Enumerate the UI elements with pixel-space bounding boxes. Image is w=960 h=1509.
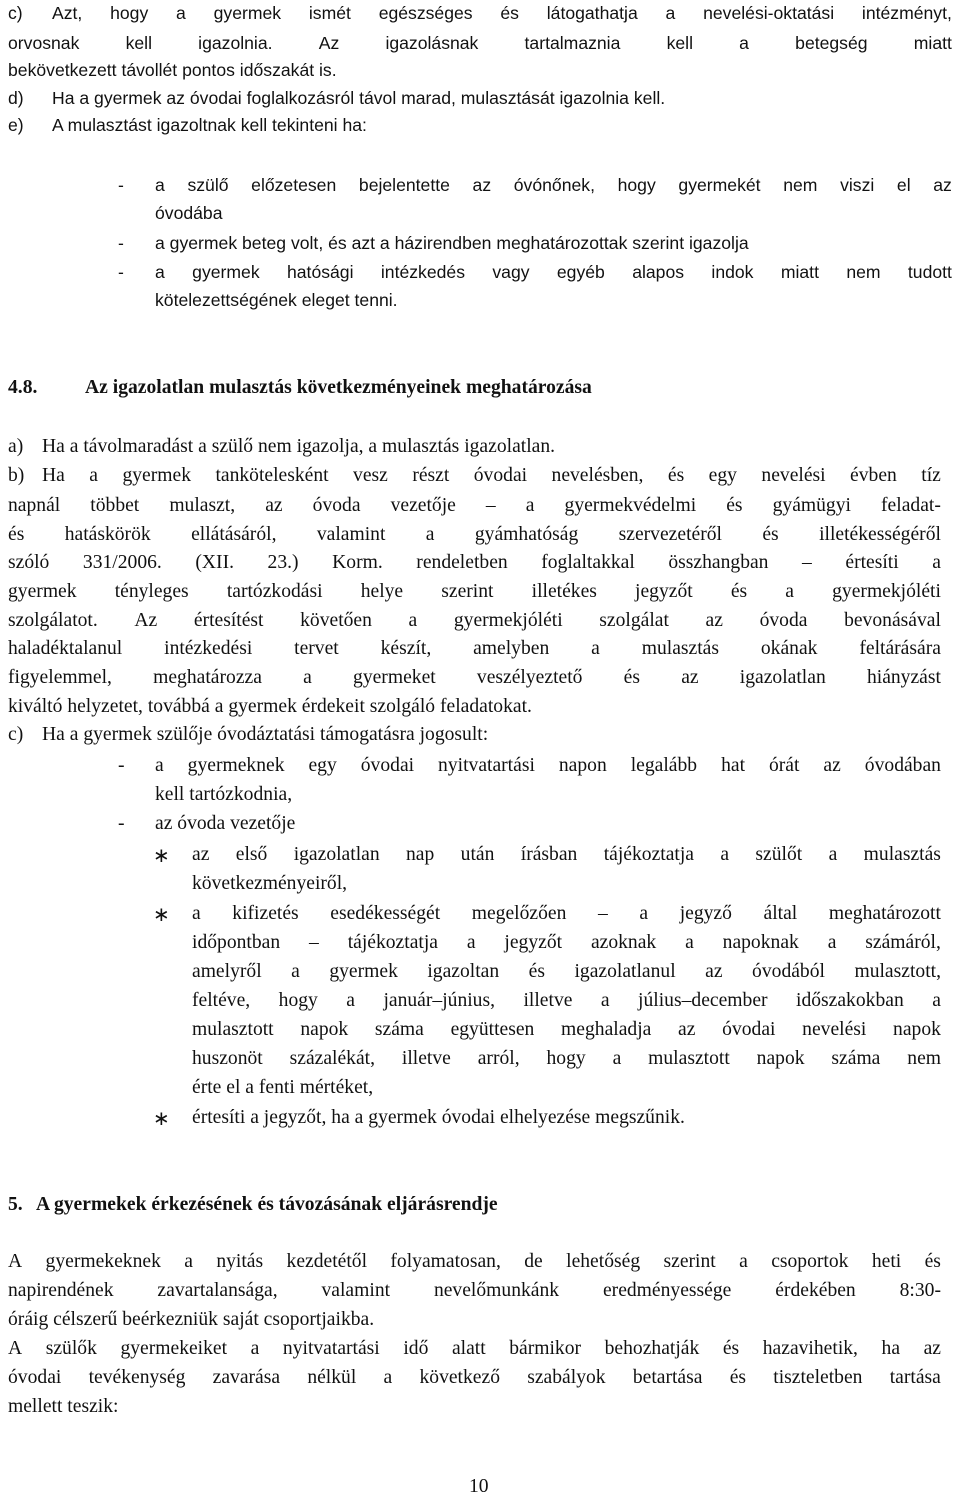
dash-bullet: - <box>118 233 124 253</box>
item-b-line: szóló 331/2006. (XII. 23.) Korm. rendeletben foglaltakkal összhangban – értesíti a <box>8 552 941 573</box>
item-b-line: és hatáskörök ellátásáról, valamint a gyámhatóság szervezetéről és illetékességéről <box>8 524 941 545</box>
section-5-number: 5. <box>8 1194 23 1215</box>
c-sub-1-line: kell tartózkodnia, <box>155 784 293 805</box>
dash-bullet: - <box>118 755 125 776</box>
item-b-line: szolgálatot. Az értesítést követően a gyermekjóléti szolgálat az óvoda bevonásával <box>8 610 941 631</box>
c-sub-2-text: az óvoda vezetője <box>155 813 296 834</box>
item-d-text: Ha a gyermek az óvodai foglalkozásról távol marad, mulasztását igazolnia kell. <box>52 88 666 108</box>
asterisk-bullet-icon: ∗ <box>153 843 170 867</box>
star-item-2-line: feltéve, hogy a január–június, illetve a július–december időszakokban a <box>192 990 941 1011</box>
item-b-line: napnál többet mulaszt, az óvoda vezetője – a gyermekvédelmi és gyámügyi feladat- <box>8 495 941 516</box>
section-4-8-number: 4.8. <box>8 377 38 398</box>
item-e-text: A mulasztást igazoltnak kell tekinteni ha: <box>52 115 367 135</box>
item-b-line: gyermek tényleges tartózkodási helye szerint illetékes jegyzőt és a gyermekjóléti <box>8 581 941 602</box>
star-item-1-line: az első igazolatlan nap után írásban tájékoztatja a szülőt a mulasztás <box>192 844 941 865</box>
star-item-2-line: amelyről a gyermek igazoltan és igazolatlanul az óvodából mulasztott, <box>192 961 941 982</box>
star-item-2-line: időpontban – tájékoztatja a jegyzőt azoknak a napoknak a számáról, <box>192 932 941 953</box>
item-b-line: kiváltó helyzetet, továbbá a gyermek érdekeit szolgáló feladatokat. <box>8 696 532 717</box>
item-a-text: Ha a távolmaradást a szülő nem igazolja, a mulasztás igazolatlan. <box>42 436 556 457</box>
star-item-3-text: értesíti a jegyzőt, ha a gyermek óvodai elhelyezése megszűnik. <box>192 1107 685 1128</box>
star-item-1-line: következményeiről, <box>192 873 348 894</box>
star-item-2-line: mulasztott napok száma együttesen meghaladja az óvodai nevelési napok <box>192 1019 941 1040</box>
section-5-title: A gyermekek érkezésének és távozásának eljárásrendje <box>36 1194 498 1215</box>
item-c-text: Ha a gyermek szülője óvodáztatási támogatásra jogosult: <box>42 724 489 745</box>
section-4-8-title: Az igazolatlan mulasztás következményeinek meghatározása <box>85 377 592 398</box>
item-a-label: a) <box>8 436 24 457</box>
c-sub-1-line: a gyermeknek egy óvodai nyitvatartási napon legalább hat órát az óvodában <box>155 755 941 776</box>
item-c-line: orvosnak kell igazolnia. Az igazolásnak tartalmaznia kell a betegség miatt <box>8 33 952 53</box>
e-sub-2-text: a gyermek beteg volt, és azt a házirendben meghatározottak szerint igazolja <box>155 233 749 253</box>
item-b-line: Ha a gyermek tankötelesként vesz részt óvodai nevelésben, és egy nevelési évben tíz <box>42 465 941 486</box>
dash-bullet: - <box>118 175 124 195</box>
item-d-label: d) <box>8 88 24 108</box>
paragraph-1-line: óráig célszerű beérkezniük saját csoportjaikba. <box>8 1309 375 1330</box>
paragraph-2-line: mellett teszik: <box>8 1396 119 1417</box>
dash-bullet: - <box>118 813 125 834</box>
paragraph-2-line: A szülők gyermekeiket a nyitvatartási idő alatt bármikor behozhatják és hazavihetik, ha az <box>8 1338 941 1359</box>
item-b-line: haladéktalanul intézkedési tervet készít, amelyben a mulasztás okának feltárására <box>8 638 941 659</box>
e-sub-3-line: a gyermek hatósági intézkedés vagy egyéb alapos indok miatt nem tudott <box>155 262 952 282</box>
e-sub-1-line: óvodába <box>155 203 223 223</box>
item-c-label: c) <box>8 724 24 745</box>
asterisk-bullet-icon: ∗ <box>153 902 170 926</box>
item-c-line: Azt, hogy a gyermek ismét egészséges és látogathatja a nevelési-oktatási intézményt, <box>52 3 952 23</box>
item-e-label: e) <box>8 115 24 135</box>
paragraph-1-line: A gyermekeknek a nyitás kezdetétől folyamatosan, de lehetőség szerint a csoportok heti és <box>8 1251 941 1272</box>
asterisk-bullet-icon: ∗ <box>153 1106 170 1130</box>
star-item-2-line: érte el a fenti mértéket, <box>192 1077 374 1098</box>
item-c-label: c) <box>8 3 23 23</box>
star-item-2-line: huszonöt százalékát, illetve arról, hogy a mulasztott napok száma nem <box>192 1048 941 1069</box>
dash-bullet: - <box>118 262 124 282</box>
star-item-2-line: a kifizetés esedékességét megelőzően – a jegyző által meghatározott <box>192 903 941 924</box>
page-number: 10 <box>469 1476 489 1497</box>
item-b-line: figyelemmel, meghatározza a gyermeket veszélyeztető és az igazolatlan hiányzást <box>8 667 941 688</box>
paragraph-1-line: napirendének zavartalansága, valamint nevelőmunkánk eredményessége érdekében 8:30- <box>8 1280 941 1301</box>
item-c-line: bekövetkezett távollét pontos időszakát is. <box>8 60 337 80</box>
e-sub-1-line: a szülő előzetesen bejelentette az óvónőnek, hogy gyermekét nem viszi el az <box>155 175 952 195</box>
item-b-label: b) <box>8 465 25 486</box>
paragraph-2-line: óvodai tevékenység zavarása nélkül a következő szabályok betartása és tiszteletben tartása <box>8 1367 941 1388</box>
e-sub-3-line: kötelezettségének eleget tenni. <box>155 290 398 310</box>
